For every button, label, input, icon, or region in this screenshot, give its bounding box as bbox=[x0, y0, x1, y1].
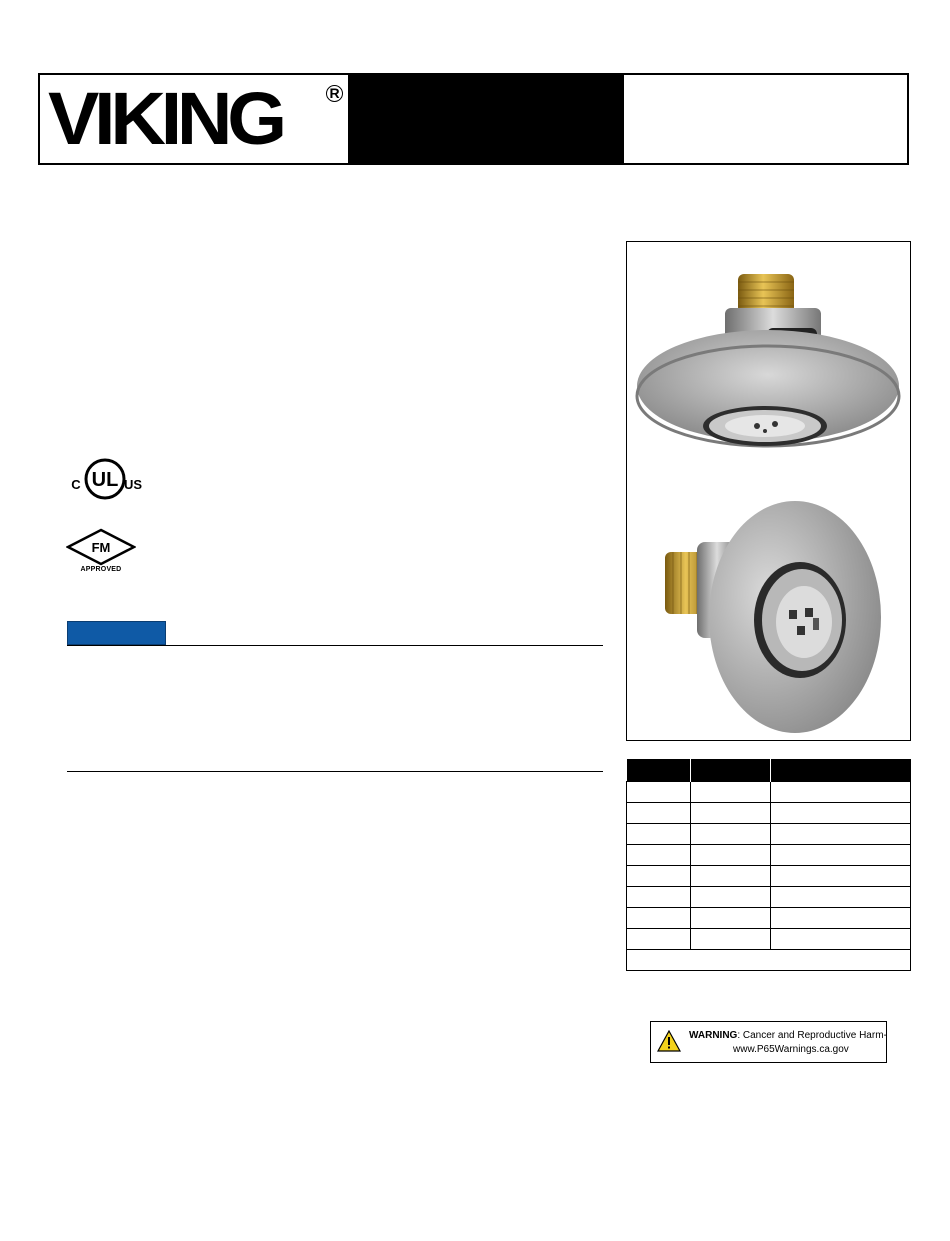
warning-line-1 bbox=[689, 1030, 887, 1041]
warning-url: www.P65Warnings.ca.gov bbox=[733, 1044, 849, 1055]
table-cell bbox=[627, 845, 691, 866]
table-footer-row bbox=[627, 950, 911, 971]
table-cell bbox=[627, 908, 691, 929]
table-cell bbox=[770, 866, 911, 887]
fm-approved-label: APPROVED bbox=[80, 566, 122, 573]
table-header-cell bbox=[690, 759, 770, 782]
table-cell bbox=[770, 824, 911, 845]
ul-us-letters: US bbox=[123, 477, 143, 492]
table-cell bbox=[690, 929, 770, 950]
table-row bbox=[627, 803, 911, 824]
spec-table bbox=[626, 759, 911, 971]
table-header-cell bbox=[770, 759, 911, 782]
sprinkler-illustration bbox=[627, 242, 910, 740]
section-tab bbox=[67, 621, 166, 645]
table-cell bbox=[627, 803, 691, 824]
ul-c-letter: C bbox=[71, 477, 81, 492]
table-header-row bbox=[627, 759, 911, 782]
warning-text: : Cancer and Reproductive Harm- bbox=[737, 1030, 887, 1041]
viking-logo bbox=[40, 75, 348, 163]
table-row bbox=[627, 866, 911, 887]
table-cell bbox=[770, 803, 911, 824]
cul-us-listed-icon bbox=[66, 456, 144, 502]
table-cell bbox=[627, 824, 691, 845]
table-row bbox=[627, 908, 911, 929]
table-cell bbox=[627, 887, 691, 908]
table-row bbox=[627, 782, 911, 803]
table-cell bbox=[690, 887, 770, 908]
header-info-block bbox=[624, 75, 907, 163]
table-cell bbox=[690, 824, 770, 845]
table-row bbox=[627, 887, 911, 908]
sprinkler-top-view bbox=[637, 274, 899, 446]
table-cell bbox=[690, 782, 770, 803]
logo-wordmark: VIKING bbox=[48, 77, 282, 160]
table-header-cell bbox=[627, 759, 691, 782]
table-cell bbox=[770, 845, 911, 866]
section-divider bbox=[67, 645, 603, 646]
table-cell bbox=[690, 845, 770, 866]
table-cell bbox=[770, 929, 911, 950]
fm-letters: FM bbox=[91, 540, 111, 555]
product-photo-frame bbox=[626, 241, 911, 741]
table-cell bbox=[770, 782, 911, 803]
header-title-block bbox=[348, 75, 624, 163]
table-row bbox=[627, 929, 911, 950]
section-divider-lower bbox=[67, 771, 603, 772]
registered-mark: R bbox=[326, 85, 343, 102]
table-cell bbox=[770, 908, 911, 929]
warning-label: WARNING bbox=[689, 1030, 738, 1041]
table-cell bbox=[627, 866, 691, 887]
prop65-warning bbox=[650, 1021, 887, 1063]
table-cell bbox=[690, 866, 770, 887]
sprinkler-side-view bbox=[665, 501, 881, 733]
document-header bbox=[38, 73, 909, 165]
warning-triangle-icon bbox=[657, 1030, 681, 1052]
table-cell bbox=[770, 887, 911, 908]
table-cell bbox=[627, 929, 691, 950]
ul-letters: UL bbox=[91, 469, 119, 491]
table-cell bbox=[690, 803, 770, 824]
table-cell bbox=[690, 908, 770, 929]
table-row bbox=[627, 824, 911, 845]
table-cell bbox=[627, 782, 691, 803]
table-row bbox=[627, 845, 911, 866]
table-footer-cell bbox=[627, 950, 911, 971]
